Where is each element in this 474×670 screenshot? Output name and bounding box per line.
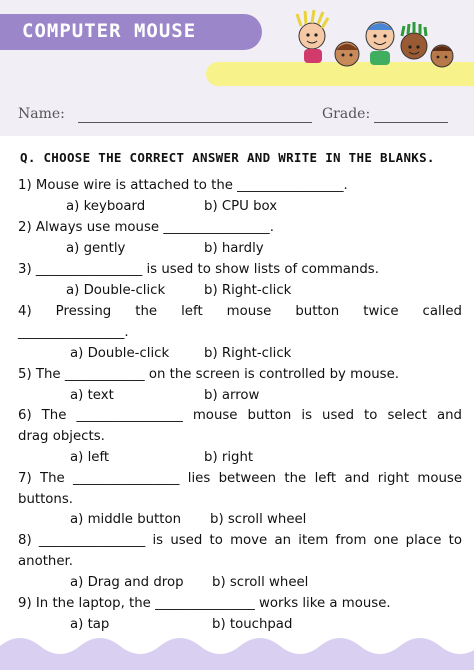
question-8-option-a: a) Drag and drop (70, 575, 184, 590)
question-5-text: 5) The ____________ on the screen is controlled by mouse. (18, 367, 399, 382)
question-9-option-a: a) tap (70, 617, 110, 632)
instruction-heading: Q. CHOOSE THE CORRECT ANSWER AND WRITE IN THE BLANKS. (20, 150, 435, 165)
question-9-option-b: b) touchpad (212, 617, 293, 632)
worksheet-title: COMPUTER MOUSE (22, 20, 197, 42)
grade-blank-line (374, 122, 448, 123)
question-1-option-a: a) keyboard (66, 199, 146, 214)
question-7-option-b: b) scroll wheel (210, 512, 307, 527)
question-7-option-a: a) middle button (70, 512, 182, 527)
question-7-text-continued: buttons. (18, 492, 74, 507)
question-4-option-b: b) Right-click (204, 346, 292, 361)
question-4-text-continued: ________________. (18, 325, 129, 340)
question-4-text: 4) Pressing the left mouse button twice called (18, 304, 462, 319)
question-3-option-b: b) Right-click (204, 283, 292, 298)
kids-illustration (292, 6, 474, 76)
question-7-text: 7) The ________________ lies between the left and right mouse (18, 471, 462, 486)
question-3-text: 3) ________________ is used to show lists of commands. (18, 262, 379, 277)
question-6-option-a: a) left (70, 450, 110, 465)
question-4-option-a: a) Double-click (70, 346, 170, 361)
question-1-text: 1) Mouse wire is attached to the ________________. (18, 178, 348, 193)
question-6-option-b: b) right (204, 450, 254, 465)
question-2-option-b: b) hardly (204, 241, 264, 256)
question-8-text-continued: another. (18, 554, 74, 569)
bottom-wave-decoration (0, 628, 474, 670)
grade-label: Grade: (322, 106, 371, 122)
question-6-text-continued: drag objects. (18, 429, 105, 444)
name-label: Name: (18, 106, 65, 122)
question-2-option-a: a) gently (66, 241, 126, 256)
question-6-text: 6) The ________________ mouse button is used to select and (18, 408, 462, 423)
question-3-option-a: a) Double-click (66, 283, 166, 298)
name-blank-line (78, 122, 312, 123)
question-9-text: 9) In the laptop, the _______________ works like a mouse. (18, 596, 391, 611)
question-1-option-b: b) CPU box (204, 199, 278, 214)
question-5-option-a: a) text (70, 388, 114, 403)
question-8-option-b: b) scroll wheel (212, 575, 309, 590)
question-5-option-b: b) arrow (204, 388, 260, 403)
question-8-text: 8) ________________ is used to move an item from one place to (18, 533, 462, 548)
question-2-text: 2) Always use mouse ________________. (18, 220, 274, 235)
